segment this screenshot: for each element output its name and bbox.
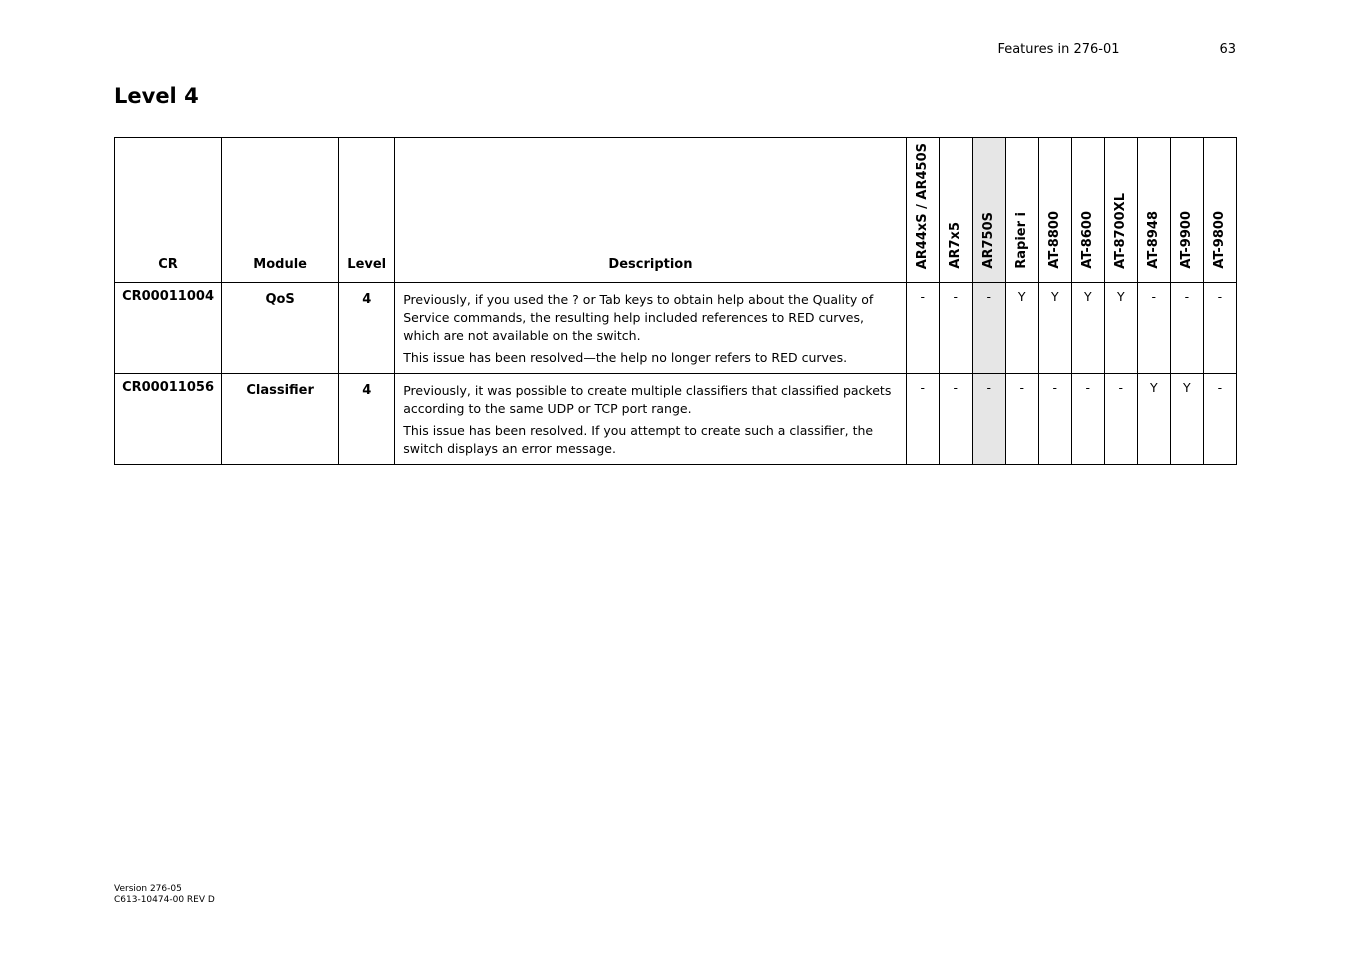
support-flag-cell: - bbox=[1005, 374, 1038, 465]
support-flag-cell: Y bbox=[1038, 283, 1071, 374]
product-label: AR750S bbox=[981, 212, 997, 269]
cr-id-cell: CR00011004 bbox=[115, 283, 222, 374]
module-cell: QoS bbox=[222, 283, 339, 374]
col-header-product bbox=[906, 138, 939, 283]
support-flag-cell: - bbox=[1071, 374, 1104, 465]
product-label: AT-8800 bbox=[1047, 211, 1063, 269]
footer bbox=[114, 884, 215, 906]
footer-doc-id: C613-10474-00 REV D bbox=[114, 895, 215, 905]
col-header-product bbox=[972, 138, 1005, 283]
support-flag-cell: Y bbox=[1137, 374, 1170, 465]
description-paragraph: Previously, it was possible to create multiple classifiers that classified packets according to the same UDP or TCP port range. bbox=[403, 383, 892, 416]
footer-version: Version 276-05 bbox=[114, 884, 182, 894]
support-flag-cell: - bbox=[1203, 374, 1236, 465]
col-header-product bbox=[1170, 138, 1203, 283]
col-header-product bbox=[1137, 138, 1170, 283]
section-title: Features in 276-01 bbox=[997, 42, 1120, 57]
support-flag-cell: - bbox=[1203, 283, 1236, 374]
module-cell: Classifier bbox=[222, 374, 339, 465]
description-paragraph: This issue has been resolved—the help no longer refers to RED curves. bbox=[403, 350, 848, 365]
product-label: AT-8948 bbox=[1146, 211, 1162, 269]
product-label: Rapier i bbox=[1014, 212, 1030, 269]
support-flag-cell: - bbox=[939, 374, 972, 465]
support-flag-cell: - bbox=[906, 283, 939, 374]
support-flag-cell: Y bbox=[1170, 374, 1203, 465]
support-flag-cell: Y bbox=[1005, 283, 1038, 374]
support-flag-cell: - bbox=[1038, 374, 1071, 465]
page-number: 63 bbox=[1219, 42, 1236, 57]
table-body bbox=[115, 283, 1237, 465]
product-label: AT-9900 bbox=[1179, 211, 1195, 269]
page-heading: Level 4 bbox=[114, 84, 199, 108]
support-flag-cell: - bbox=[906, 374, 939, 465]
table-row bbox=[115, 374, 1237, 465]
product-label: AR7x5 bbox=[948, 222, 964, 269]
support-flag-cell: - bbox=[1170, 283, 1203, 374]
cr-id-cell: CR00011056 bbox=[115, 374, 222, 465]
col-header-level: Level bbox=[339, 138, 395, 283]
running-header bbox=[997, 42, 1236, 57]
col-header-product bbox=[1005, 138, 1038, 283]
support-flag-cell: Y bbox=[1071, 283, 1104, 374]
support-flag-cell: - bbox=[972, 374, 1005, 465]
table-row bbox=[115, 283, 1237, 374]
product-label: AT-8700XL bbox=[1113, 193, 1129, 269]
col-header-product bbox=[1203, 138, 1236, 283]
product-label: AR44xS / AR450S bbox=[915, 142, 931, 269]
col-header-product bbox=[1038, 138, 1071, 283]
description-cell bbox=[395, 283, 906, 374]
support-flag-cell: Y bbox=[1104, 283, 1137, 374]
col-header-description: Description bbox=[395, 138, 906, 283]
header-row bbox=[115, 138, 1237, 283]
level-cell: 4 bbox=[339, 374, 395, 465]
support-flag-cell: - bbox=[939, 283, 972, 374]
description-paragraph: Previously, if you used the ? or Tab keys to obtain help about the Quality of Service commands, the resulting help included references to RED curves, which are not available on the switch. bbox=[403, 292, 874, 343]
col-header-module: Module bbox=[222, 138, 339, 283]
col-header-cr: CR bbox=[115, 138, 222, 283]
description-paragraph: This issue has been resolved. If you attempt to create such a classifier, the switch displays an error message. bbox=[403, 423, 874, 456]
support-flag-cell: - bbox=[1104, 374, 1137, 465]
product-label: AT-8600 bbox=[1080, 211, 1096, 269]
description-cell bbox=[395, 374, 906, 465]
product-label: AT-9800 bbox=[1212, 211, 1228, 269]
support-flag-cell: - bbox=[1137, 283, 1170, 374]
support-flag-cell: - bbox=[972, 283, 1005, 374]
col-header-product bbox=[1071, 138, 1104, 283]
cr-table bbox=[114, 137, 1237, 465]
col-header-product bbox=[1104, 138, 1137, 283]
level-cell: 4 bbox=[339, 283, 395, 374]
col-header-product bbox=[939, 138, 972, 283]
